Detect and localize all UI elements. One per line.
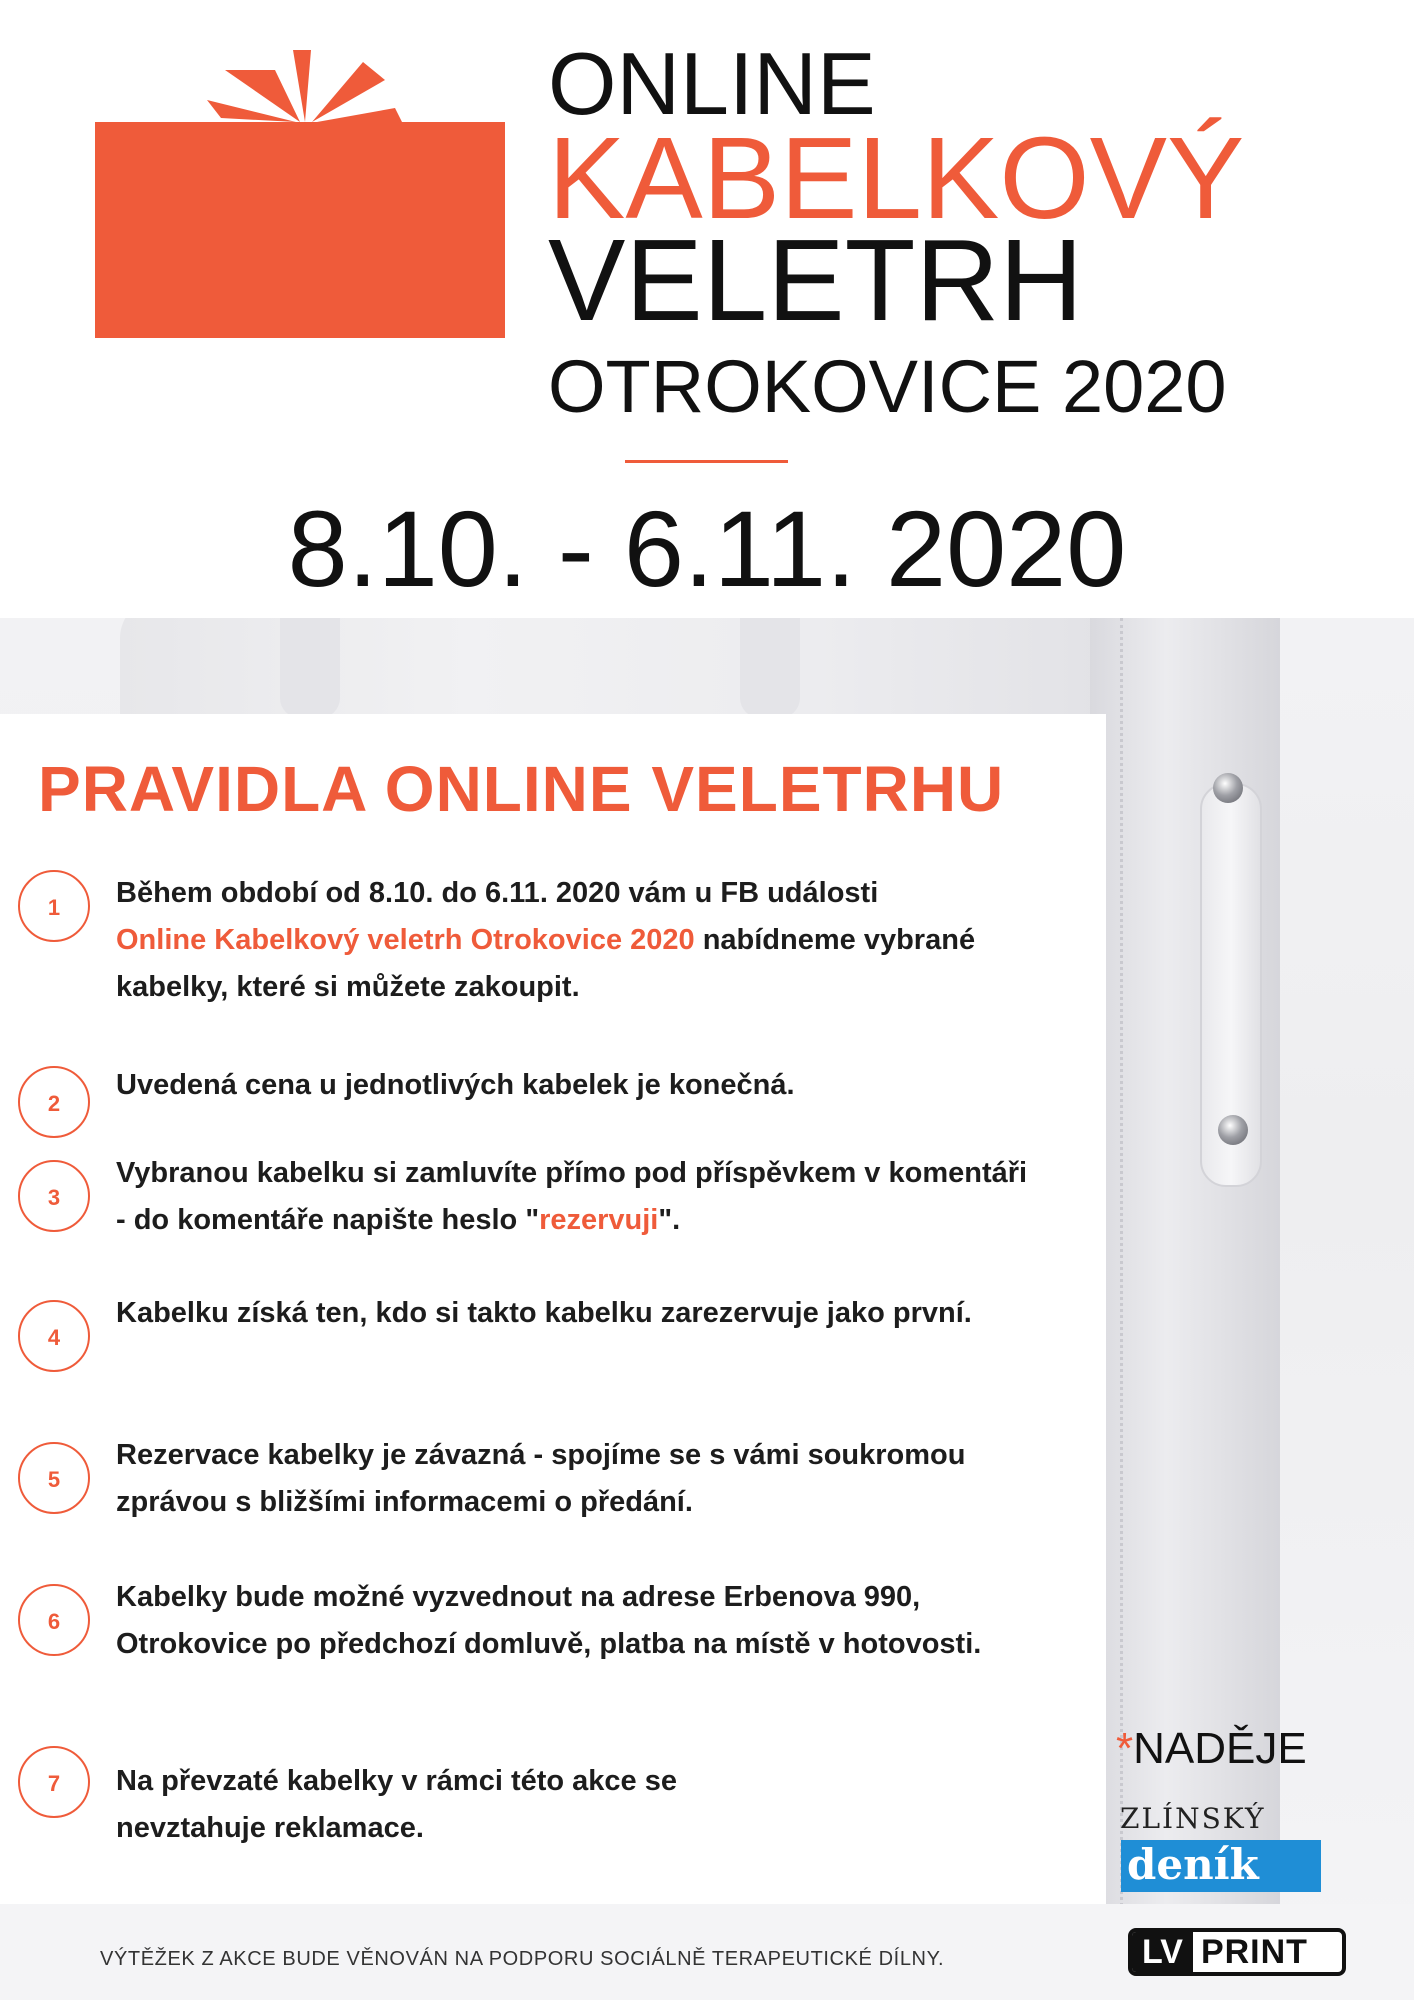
asterisk-icon: * xyxy=(1116,1724,1134,1773)
title-online: ONLINE xyxy=(548,34,876,133)
rule-number-badge: 4 xyxy=(18,1300,90,1372)
event-dates: 8.10. - 6.11. 2020 xyxy=(287,488,1127,609)
rule-text: Na převzaté kabelky v rámci této akce se nevztahuje reklamace. xyxy=(116,1765,677,1844)
header-divider xyxy=(625,460,788,463)
rule-text: Kabelky bude možné vyzvednout na adrese Erbenova 990, Otrokovice po předchozí domluvě, platba na místě v hotovosti. xyxy=(116,1581,982,1660)
rule-number-badge: 1 xyxy=(18,870,90,942)
handbag-stitching xyxy=(1120,618,1123,1918)
zlinsky-denik-logo: deník xyxy=(1121,1840,1321,1892)
rule-number-badge: 3 xyxy=(18,1160,90,1232)
rule-text-part: Vybranou kabelku si zamluvíte přímo pod příspěvkem v komentáři - do komentáře napište heslo " xyxy=(116,1157,1028,1236)
event-name-highlight: Online Kabelkový veletrh Otrokovice 2020 xyxy=(116,924,695,956)
gift-icon xyxy=(95,50,505,338)
rule-number-badge: 5 xyxy=(18,1442,90,1514)
handbag-handle-left xyxy=(280,618,340,718)
keyword-highlight: rezervuji xyxy=(539,1204,659,1236)
rule-text xyxy=(116,1150,1036,1244)
gift-rays-icon xyxy=(95,50,505,130)
title-otrokovice: OTROKOVICE 2020 xyxy=(548,345,1227,428)
rule-text-part: nabídneme vybrané kabelky, které si můžete zakoupit. xyxy=(116,924,976,1003)
lv-print-logo-lv: LV xyxy=(1132,1932,1193,1972)
rule-text: Kabelku získá ten, kdo si takto kabelku zarezervuje jako první. xyxy=(116,1297,972,1329)
nadeje-logo xyxy=(1116,1724,1307,1774)
footer-note: VÝTĚŽEK Z AKCE BUDE VĚNOVÁN NA PODPORU SOCIÁLNĚ TERAPEUTICKÉ DÍLNY. xyxy=(100,1948,945,1970)
rivet-icon xyxy=(1218,1115,1248,1145)
title-veletrh: VELETRH xyxy=(548,215,1084,345)
zlinsky-denik-logo-top: ZLÍNSKÝ xyxy=(1120,1802,1266,1835)
title-kabelkovy: KABELKOVÝ xyxy=(548,113,1245,243)
rule-text xyxy=(116,870,1076,1011)
nadeje-logo-text: NADĚJE xyxy=(1133,1724,1307,1773)
handbag-handle-right xyxy=(740,618,800,718)
rule-number-badge: 7 xyxy=(18,1746,90,1818)
rule-text-part: Během období od 8.10. do 6.11. 2020 vám u FB události xyxy=(116,877,879,909)
rule-number-badge: 2 xyxy=(18,1066,90,1138)
rivet-icon xyxy=(1213,773,1243,803)
rule-text: Uvedená cena u jednotlivých kabelek je konečná. xyxy=(116,1069,795,1101)
rule-text: Rezervace kabelky je závazná - spojíme se s vámi soukromou zprávou s bližšími informacemi o předání. xyxy=(116,1439,966,1518)
lv-print-logo xyxy=(1128,1928,1346,1976)
lv-print-logo-print: PRINT xyxy=(1200,1932,1308,1971)
rule-text-part: ". xyxy=(658,1204,681,1236)
gift-box xyxy=(95,122,505,338)
rule-number-badge: 6 xyxy=(18,1584,90,1656)
rules-title: PRAVIDLA ONLINE VELETRHU xyxy=(38,753,1005,825)
